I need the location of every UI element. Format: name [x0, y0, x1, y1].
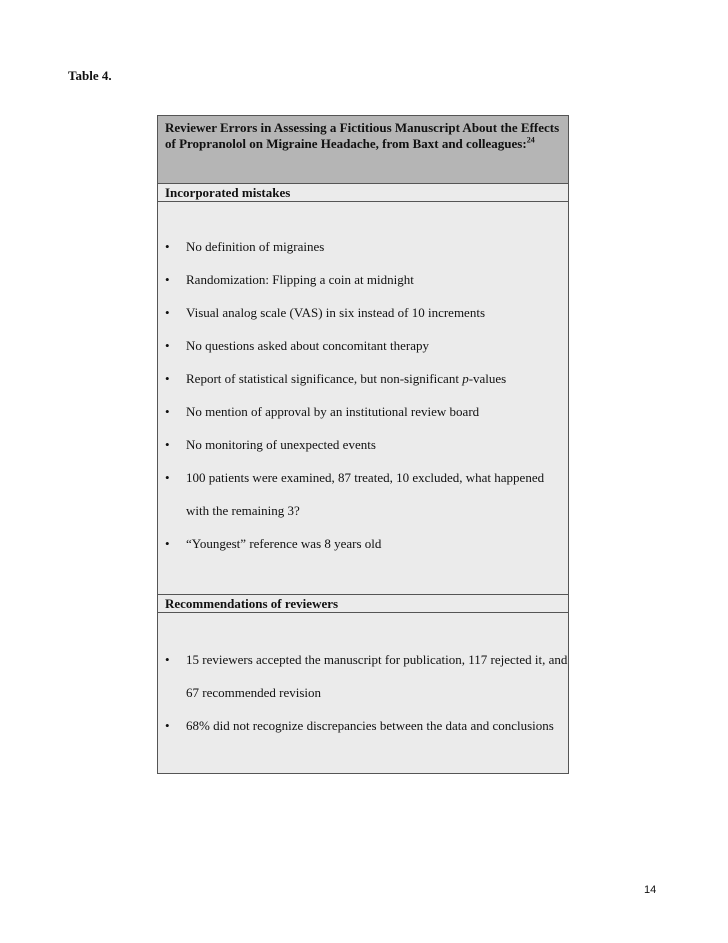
list-item-text: Report of statistical significance, but non-significant [186, 371, 463, 386]
list-item: • No monitoring of unexpected events [165, 428, 568, 461]
section-header-recommendations: Recommendations of reviewers [158, 595, 568, 613]
table [157, 115, 569, 774]
mistakes-list [158, 230, 568, 560]
section-header-mistakes: Incorporated mistakes [158, 184, 568, 202]
table-title-reference: 24 [526, 135, 535, 145]
recommendations-list [158, 643, 568, 742]
list-item: • 68% did not recognize discrepancies between the data and conclusions [165, 709, 568, 742]
table-title-text: Reviewer Errors in Assessing a Fictitious Manuscript About the Effects of Propranolol on Migraine Headache, from Baxt and colleagues: [165, 120, 560, 151]
list-item: • Visual analog scale (VAS) in six instead of 10 increments [165, 296, 568, 329]
list-item: • 15 reviewers accepted the manuscript for publication, 117 rejected it, and 67 recommended revision [165, 643, 568, 709]
list-item: • No questions asked about concomitant therapy [165, 329, 568, 362]
table-title [158, 116, 568, 184]
list-item: • “Youngest” reference was 8 years old [165, 527, 568, 560]
section-body-recommendations [158, 613, 568, 742]
table-label: Table 4. [68, 68, 112, 83]
list-item: • Randomization: Flipping a coin at midnight [165, 263, 568, 296]
list-item [165, 362, 568, 395]
page-number: 14 [644, 884, 657, 896]
list-item: • 100 patients were examined, 87 treated, 10 excluded, what happened with the remaining 3? [165, 461, 568, 527]
section-body-mistakes [158, 202, 568, 595]
list-item-text: -values [468, 371, 507, 386]
list-item: • No mention of approval by an institutional review board [165, 395, 568, 428]
list-item-italic: p [462, 371, 469, 386]
list-item: • No definition of migraines [165, 230, 568, 263]
